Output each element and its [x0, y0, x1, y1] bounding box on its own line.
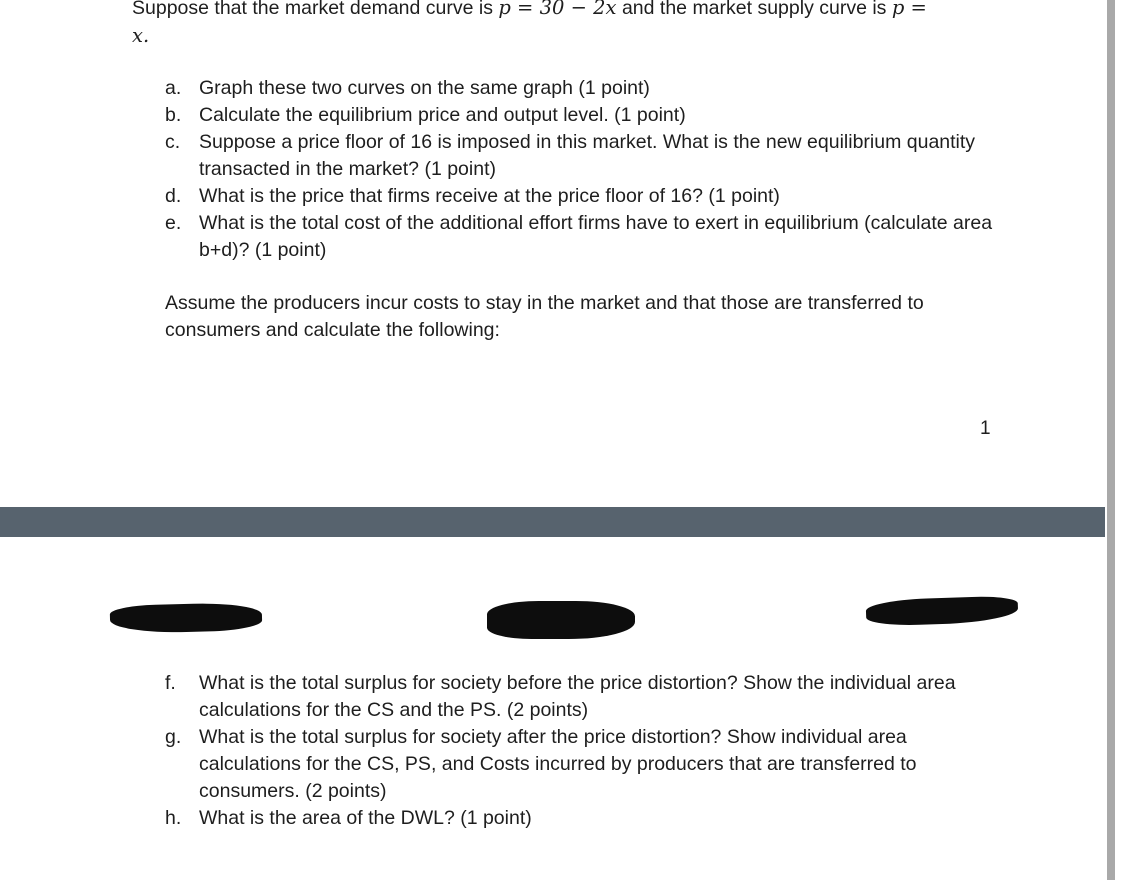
question-text: What is the total surplus for society after the price distortion? Show individual area calculations for the CS, PS, and Costs incurred by producers that are transferred to consumers. (2 points) [199, 726, 917, 802]
question-item-b [165, 102, 995, 129]
question-list-part1 [165, 75, 995, 264]
question-item-d [165, 183, 995, 210]
intro-text-b: and the market supply curve is [616, 0, 892, 19]
intro-line [132, 0, 927, 22]
intro-text-a: Suppose that the market demand curve is [132, 0, 499, 19]
supply-equation-lhs: p = [891, 0, 927, 19]
question-text: Graph these two curves on the same graph (1 point) [199, 77, 650, 99]
assumption-paragraph: Assume the producers incur costs to stay in the market and that those are transferred to consumers and calculate the following: [165, 292, 924, 341]
question-letter: c. [165, 131, 181, 153]
question-text: Suppose a price floor of 16 is imposed in this market. What is the new equilibrium quantity transacted in the market? (1 point) [199, 131, 976, 180]
question-text: Calculate the equilibrium price and output level. (1 point) [199, 104, 686, 126]
demand-equation: p = 30 − 2x [498, 0, 617, 19]
question-item-c [165, 129, 995, 183]
supply-equation-rhs: x [132, 24, 143, 47]
question-letter: a. [165, 77, 182, 99]
question-letter: g. [165, 726, 182, 748]
page-separator [0, 507, 1125, 537]
scrollbar-thumb[interactable] [1107, 0, 1115, 880]
question-text: What is the price that firms receive at the price floor of 16? (1 point) [199, 185, 780, 207]
question-letter: e. [165, 212, 182, 234]
question-text: What is the total cost of the additional effort firms have to exert in equilibrium (calculate area b+d)? (1 point) [199, 212, 993, 261]
redaction-mark-center [487, 601, 635, 639]
page-number: 1 [980, 418, 991, 439]
question-item-f [165, 670, 995, 724]
question-letter: d. [165, 185, 182, 207]
intro-line-continued [132, 22, 149, 50]
question-list-part2 [165, 670, 995, 832]
question-text: What is the total surplus for society before the price distortion? Show the individual area calculations for the CS and the PS. (2 points) [199, 672, 956, 721]
question-item-h [165, 805, 995, 832]
question-letter: b. [165, 104, 182, 126]
question-letter: h. [165, 807, 182, 829]
intro-end-punct: . [143, 24, 150, 47]
question-item-a [165, 75, 995, 102]
question-item-g [165, 724, 995, 805]
question-text: What is the area of the DWL? (1 point) [199, 807, 532, 829]
question-letter: f. [165, 672, 176, 694]
question-item-e [165, 210, 995, 264]
